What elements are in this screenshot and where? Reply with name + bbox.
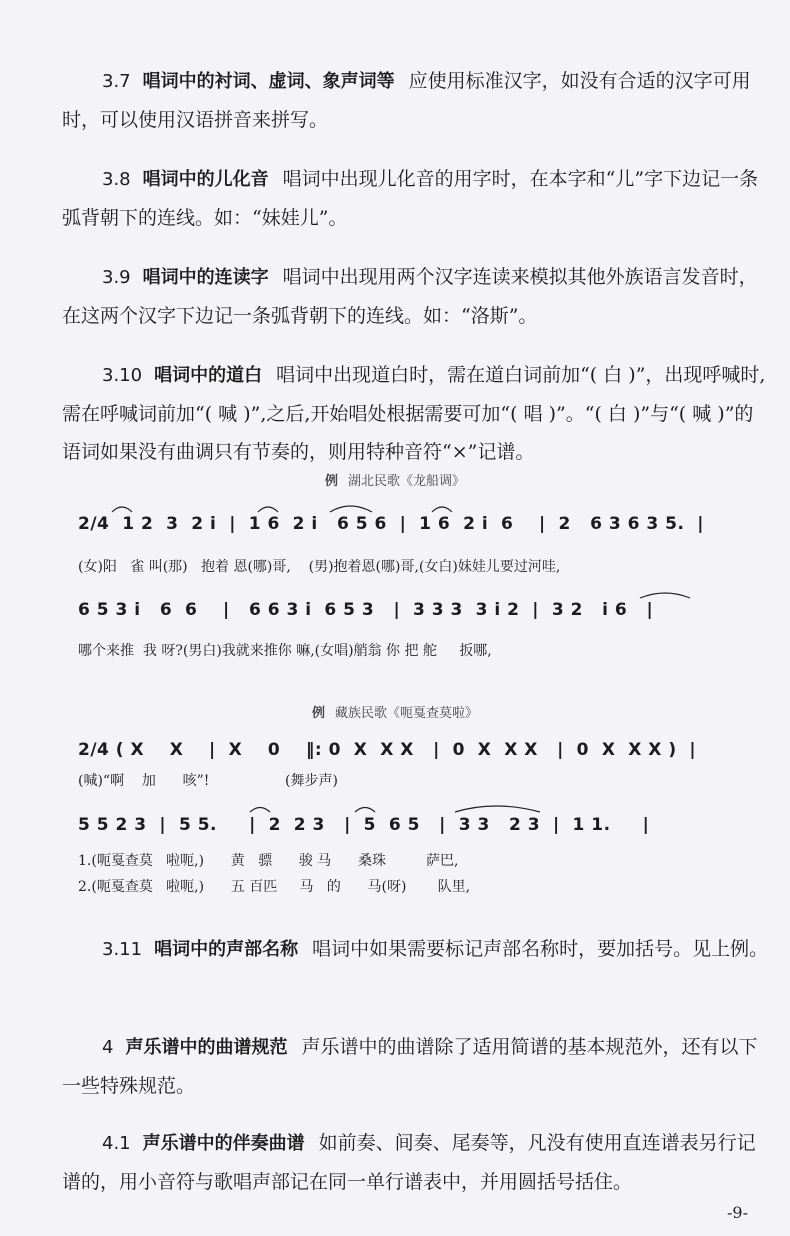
example-1-notation-line-1: 2/4 1 2 3 2 i | 1 6 2 i 6 5 6 | 1 6 2 i 6 | 2 6 3 6 3 5. | [78, 514, 704, 534]
section-3-8 [62, 160, 770, 237]
section-3-10 [62, 356, 770, 471]
section-heading: 声乐谱中的伴奏曲谱 [142, 1133, 305, 1154]
section-text: 唱词中出现儿化音的用字时，在本字和“儿”字下边记一条弧背朝下的连线。如：“妹娃儿”。 [62, 168, 759, 229]
section-number: 3.9 [102, 267, 131, 288]
section-text: 如前奏、间奏、尾奏等，凡没有使用直连谱表另行记谱的，用小音符与歌唱声部记在同一单行谱表中，并用圆括号括住。 [62, 1132, 756, 1193]
example-title: 藏族民歌《呃戛查莫啦》 [335, 706, 479, 721]
example-2-lyric-line-2: 1.(呃戛查莫 啦呃,) 黄 骠 骏 马 桑珠 萨巴, [78, 853, 459, 869]
section-text: 声乐谱中的曲谱除了适用简谱的基本规范外，还有以下一些特殊规范。 [62, 1036, 758, 1097]
section-text: 唱词中如果需要标记声部名称时，要加括号。见上例。 [312, 938, 769, 960]
section-number: 4.1 [102, 1133, 131, 1154]
section-text: 唱词中出现道白时，需在道白词前加“( 白 )”，出现呼喊时,需在呼喊词前加“( 喊 )”,之后,开始唱处根据需要可加“( 唱 )”。“( 白 )”与“( 喊 )”的语词如果没有曲调只有节奏的，则用特种音符“×”记谱。 [62, 364, 766, 463]
section-number: 3.10 [102, 365, 143, 386]
slur-mark [640, 593, 690, 598]
example-title: 湖北民歌《龙船调》 [348, 474, 466, 489]
section-heading: 唱词中的儿化音 [142, 169, 269, 190]
section-text: 唱词中出现用两个汉字连读来模拟其他外族语言发音时，在这两个汉字下边记一条弧背朝下的连线。如：“洛斯”。 [62, 266, 758, 327]
example-1-caption [0, 470, 790, 489]
section-3-9 [62, 258, 770, 335]
section-heading: 唱词中的声部名称 [154, 939, 299, 960]
example-2-lyric-line-1: (喊)“啊 加 咳”! (舞步声) [78, 773, 338, 789]
example-label: 例 [324, 474, 338, 489]
section-heading: 唱词中的衬词、虚词、象声词等 [142, 71, 395, 92]
example-1-lyric-line-2: 哪个来推 我 呀?(男白)我就来推你 嘛,(女唱)艄翁 你 把 舵 扳哪, [78, 643, 492, 659]
section-number: 3.8 [102, 169, 131, 190]
slur-mark [432, 507, 452, 512]
example-2-caption [0, 702, 790, 721]
section-heading: 唱词中的道白 [154, 365, 263, 386]
example-2-notation-line-1: 2/4 ( X X | X 0 ‖: 0 X X X | 0 X X X | 0 X X X ) | [78, 740, 697, 760]
slur-mark [330, 506, 372, 512]
example-1-lyric-line-1: (女)阳 雀 叫(那) 抱着 恩(哪)哥, (男)抱着恩(哪)哥,(女白)妹娃儿要过河哇, [78, 559, 561, 575]
page-number: -9- [727, 1203, 748, 1222]
section-3-7 [62, 62, 770, 139]
example-1-notation-line-2: 6 5 3 i 6 6 | 6 6 3 i 6 5 3 | 3 3 3 3 i 2 | 3 2 i 6 | [78, 600, 654, 620]
section-3-11 [62, 930, 770, 969]
example-2-notation-line-2: 5 5 2 3 | 5 5. | 2 2 3 | 5 6 5 | 3 3 2 3 | 1 1. | [78, 815, 650, 835]
section-heading: 声乐谱中的曲谱规范 [125, 1037, 288, 1058]
example-2-lyric-line-3: 2.(呃戛查莫 啦呃,) 五 百匹 马 的 马(呀) 队里, [78, 879, 471, 895]
section-number: 3.11 [102, 939, 143, 960]
section-number: 3.7 [102, 71, 131, 92]
slur-mark [355, 808, 375, 813]
section-text: 应使用标准汉字，如没有合适的汉字可用时，可以使用汉语拼音来拼写。 [62, 70, 751, 131]
slur-mark [258, 507, 278, 512]
example-label: 例 [311, 706, 325, 721]
section-4-1 [62, 1124, 770, 1201]
section-heading: 唱词中的连读字 [142, 267, 269, 288]
section-4 [62, 1028, 770, 1105]
section-number: 4 [102, 1037, 114, 1058]
slur-mark [250, 808, 270, 813]
slur-mark [112, 507, 132, 512]
slur-mark [455, 806, 540, 812]
